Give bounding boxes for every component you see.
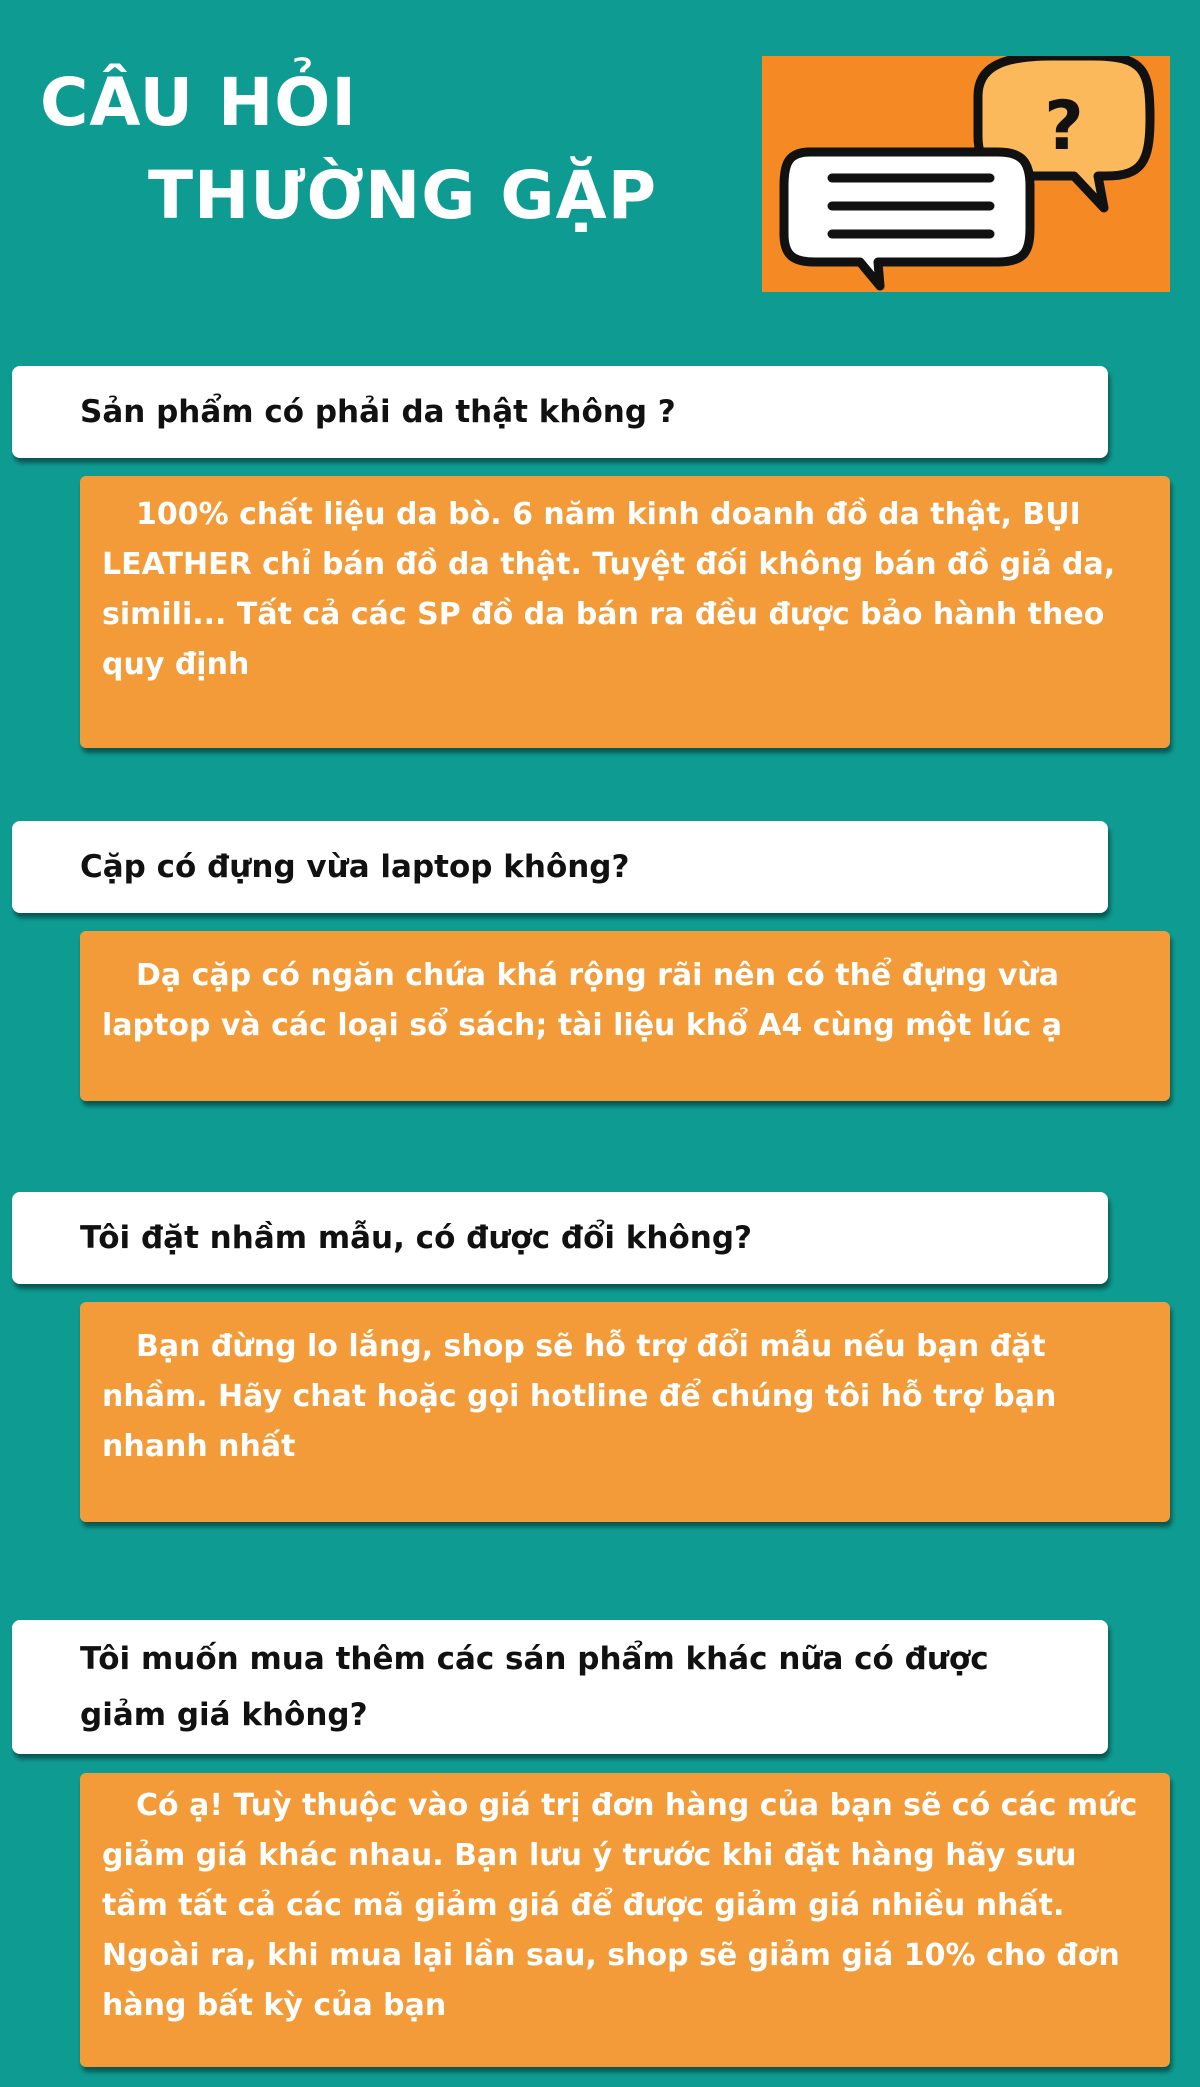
page-title-line-1: CÂU HỎI	[40, 64, 357, 141]
faq-answer-text: Bạn đừng lo lắng, shop sẽ hỗ trợ đổi mẫu nếu bạn đặt nhầm. Hãy chat hoặc gọi hotline để chúng tôi hỗ trợ bạn nhanh nhất	[102, 1329, 1057, 1464]
chat-question-icon	[762, 56, 1170, 292]
faq-question-text: Cặp có đựng vừa laptop không?	[80, 849, 630, 885]
faq-answer-3	[80, 1302, 1170, 1522]
faq-answer-text: Có ạ! Tuỳ thuộc vào giá trị đơn hàng của bạn sẽ có các mức giảm giá khác nhau. Bạn lưu ý trước khi đặt hàng hãy sưu tầm tất cả các mã giảm giá để được giảm giá nhiều nhất. Ngoài ra, khi mua lại lần sau, shop sẽ giảm giá 10% cho đơn hàng bất kỳ của bạn	[102, 1788, 1138, 2023]
faq-answer-2	[80, 931, 1170, 1101]
faq-answer-text: Dạ cặp có ngăn chứa khá rộng rãi nên có thể đựng vừa laptop và các loại sổ sách; tài liệu khổ A4 cùng một lúc ạ	[102, 958, 1062, 1043]
faq-question-text: Tôi đặt nhầm mẫu, có được đổi không?	[80, 1220, 753, 1256]
faq-question-1	[12, 366, 1108, 458]
faq-question-2	[12, 821, 1108, 913]
svg-text:?: ?	[1044, 87, 1084, 166]
faq-answer-text: 100% chất liệu da bò. 6 năm kinh doanh đồ da thật, BỤI LEATHER chỉ bán đồ da thật. Tuyệt đối không bán đồ giả da, simili... Tất cả các SP đồ da bán ra đều được bảo hành theo quy định	[102, 497, 1116, 682]
faq-question-text: Sản phẩm có phải da thật không ?	[80, 394, 676, 430]
faq-question-3	[12, 1192, 1108, 1284]
faq-answer-1	[80, 476, 1170, 748]
faq-question-text: Tôi muốn mua thêm các sán phẩm khác nữa có được giảm giá không?	[80, 1641, 989, 1733]
faq-answer-4	[80, 1773, 1170, 2067]
faq-question-4	[12, 1620, 1108, 1754]
page-title-line-2: THƯỜNG GẶP	[148, 157, 658, 234]
